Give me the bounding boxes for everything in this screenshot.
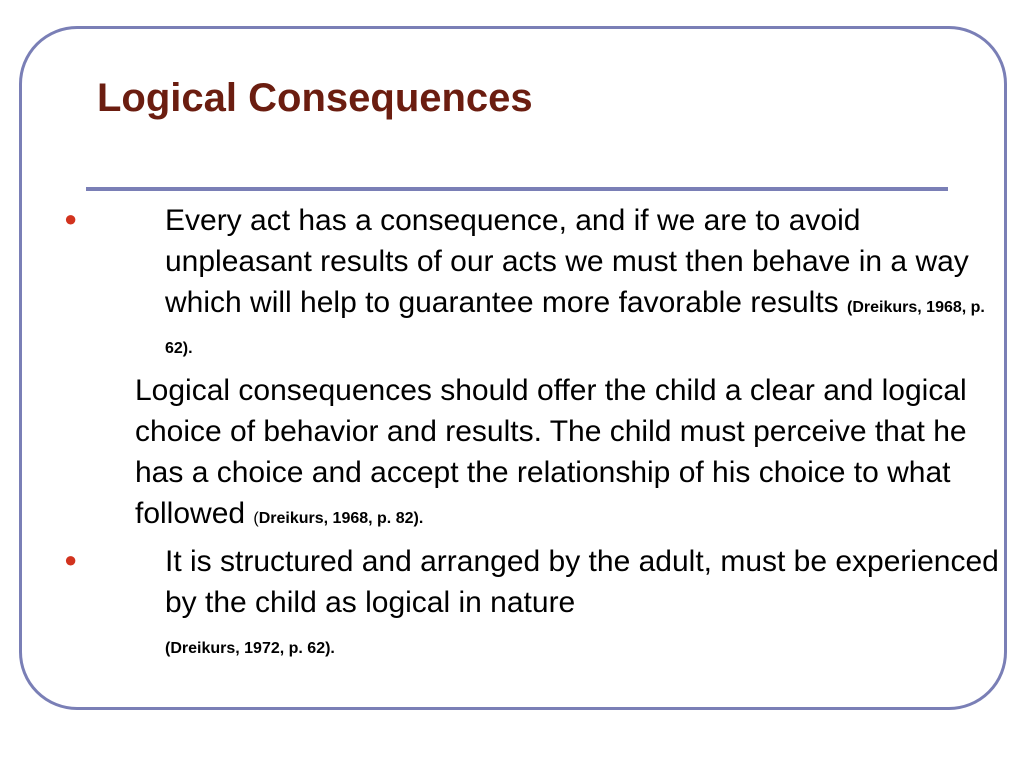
title-divider [86, 187, 948, 191]
paragraph-1-citation: (Dreikurs, 1968, p. 62). [165, 299, 985, 357]
paragraph-1-text: Every act has a consequence, and if we are to avoid unpleasant results of our acts we must then behave in a way which will help to guarantee more favorable results [165, 204, 969, 319]
bullet-paragraph-1 [64, 200, 999, 364]
bullet-paragraph-3 [64, 541, 999, 664]
slide-body [64, 200, 999, 664]
paragraph-2-text: Logical consequences should offer the child a clear and logical choice of behavior and results. The child must perceive that he has a choice and accept the relationship of his choice to what followed [135, 374, 967, 530]
bullet-icon: ● [64, 547, 78, 572]
paragraph-3-text: It is structured and arranged by the adult, must be experienced by the child as logical in nature [165, 545, 999, 619]
paragraph-2 [99, 370, 999, 539]
paragraph-3-citation: (Dreikurs, 1972, p. 62). [165, 640, 335, 657]
bullet-icon: ● [64, 206, 78, 231]
slide-title: Logical Consequences [97, 76, 533, 120]
paragraph-2-citation-rest: , 1968, p. 82). [323, 510, 424, 527]
paragraph-2-citation-name: Dreikurs [258, 510, 324, 527]
paragraph-2-citation-open: ( [253, 510, 259, 527]
